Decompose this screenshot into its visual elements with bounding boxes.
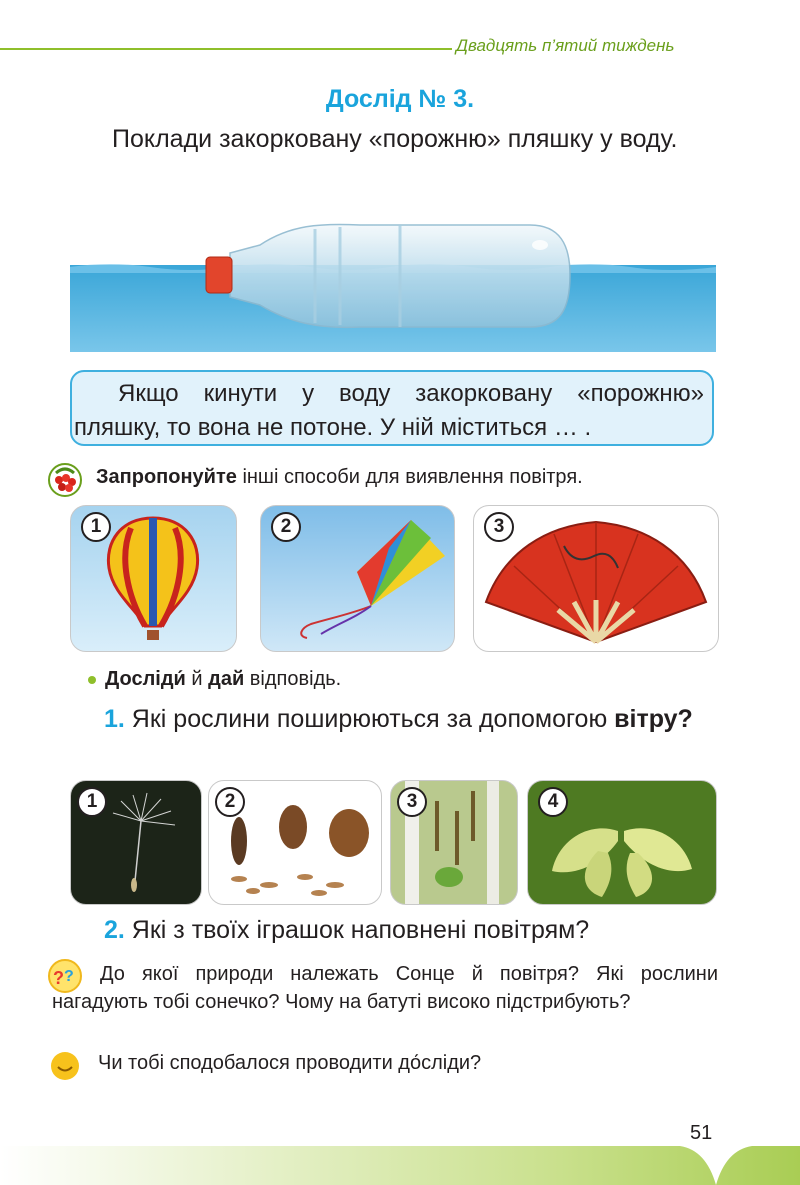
- question-1: [64, 700, 716, 738]
- research-bold-2: дай: [208, 668, 245, 690]
- experiment-instruction: Поклади закорковану «порожню» пляшку у воду.: [112, 125, 678, 153]
- page-number: 51: [690, 1122, 713, 1144]
- conclusion-text: Якщо кинути у воду закорковану «порожню» пляшку, то вона не потоне. У ній міститься … .: [74, 380, 704, 441]
- discussion-questions: До якої природи належать Сонце й повітря? Які рослини нагадують тобі сонечко? Чому на батуті високо підстрибують?: [52, 963, 718, 1013]
- dandelion-photo: [70, 780, 202, 905]
- propose-instruction: [96, 466, 583, 489]
- question-1-number: 1.: [104, 705, 125, 733]
- svg-text:?: ?: [64, 968, 74, 985]
- question-2-text: Які з твоїх іграшок наповнені повітрям?: [124, 916, 590, 944]
- bullet-icon: [88, 676, 96, 684]
- question-2: [104, 916, 589, 945]
- experiment-title: Дослід № 3.: [325, 85, 475, 113]
- week-header: Двадцять п’ятий тиждень: [456, 36, 675, 55]
- research-bold-1: Досліди́: [105, 668, 186, 690]
- image-number: 2: [215, 787, 245, 817]
- svg-text:?: ?: [53, 968, 64, 988]
- image-number: 1: [81, 512, 111, 542]
- footer-band: [0, 1146, 800, 1185]
- image-number: 3: [397, 787, 427, 817]
- reflection-question: Чи тобі сподобалося проводити до́сліди?: [98, 1052, 482, 1074]
- pine-cones-photo: [208, 780, 382, 905]
- research-rest: відповідь.: [244, 668, 342, 690]
- smiley-icon: [50, 1051, 80, 1081]
- research-mid: й: [185, 668, 209, 690]
- propose-rest: інші способи для виявлення повітря.: [236, 466, 583, 488]
- image-number: 1: [77, 787, 107, 817]
- question-2-number: 2.: [104, 916, 125, 944]
- kite-photo: [260, 505, 455, 652]
- fan-photo: [473, 505, 719, 652]
- header-rule: [0, 48, 452, 50]
- viburnum-icon: [48, 463, 82, 497]
- balloon-photo: [70, 505, 237, 652]
- image-number: 2: [271, 512, 301, 542]
- image-number: 3: [484, 512, 514, 542]
- question-1-bold: вітру?: [614, 705, 693, 733]
- research-instruction: [105, 668, 341, 691]
- propose-bold: Запропонуйте: [96, 466, 237, 488]
- maple-photo: [527, 780, 717, 905]
- question-1-text: Які рослини поширюються за допомогою: [124, 705, 615, 733]
- image-number: 4: [538, 787, 568, 817]
- birch-photo: [390, 780, 518, 905]
- bottle-in-water-illustration: [70, 215, 716, 352]
